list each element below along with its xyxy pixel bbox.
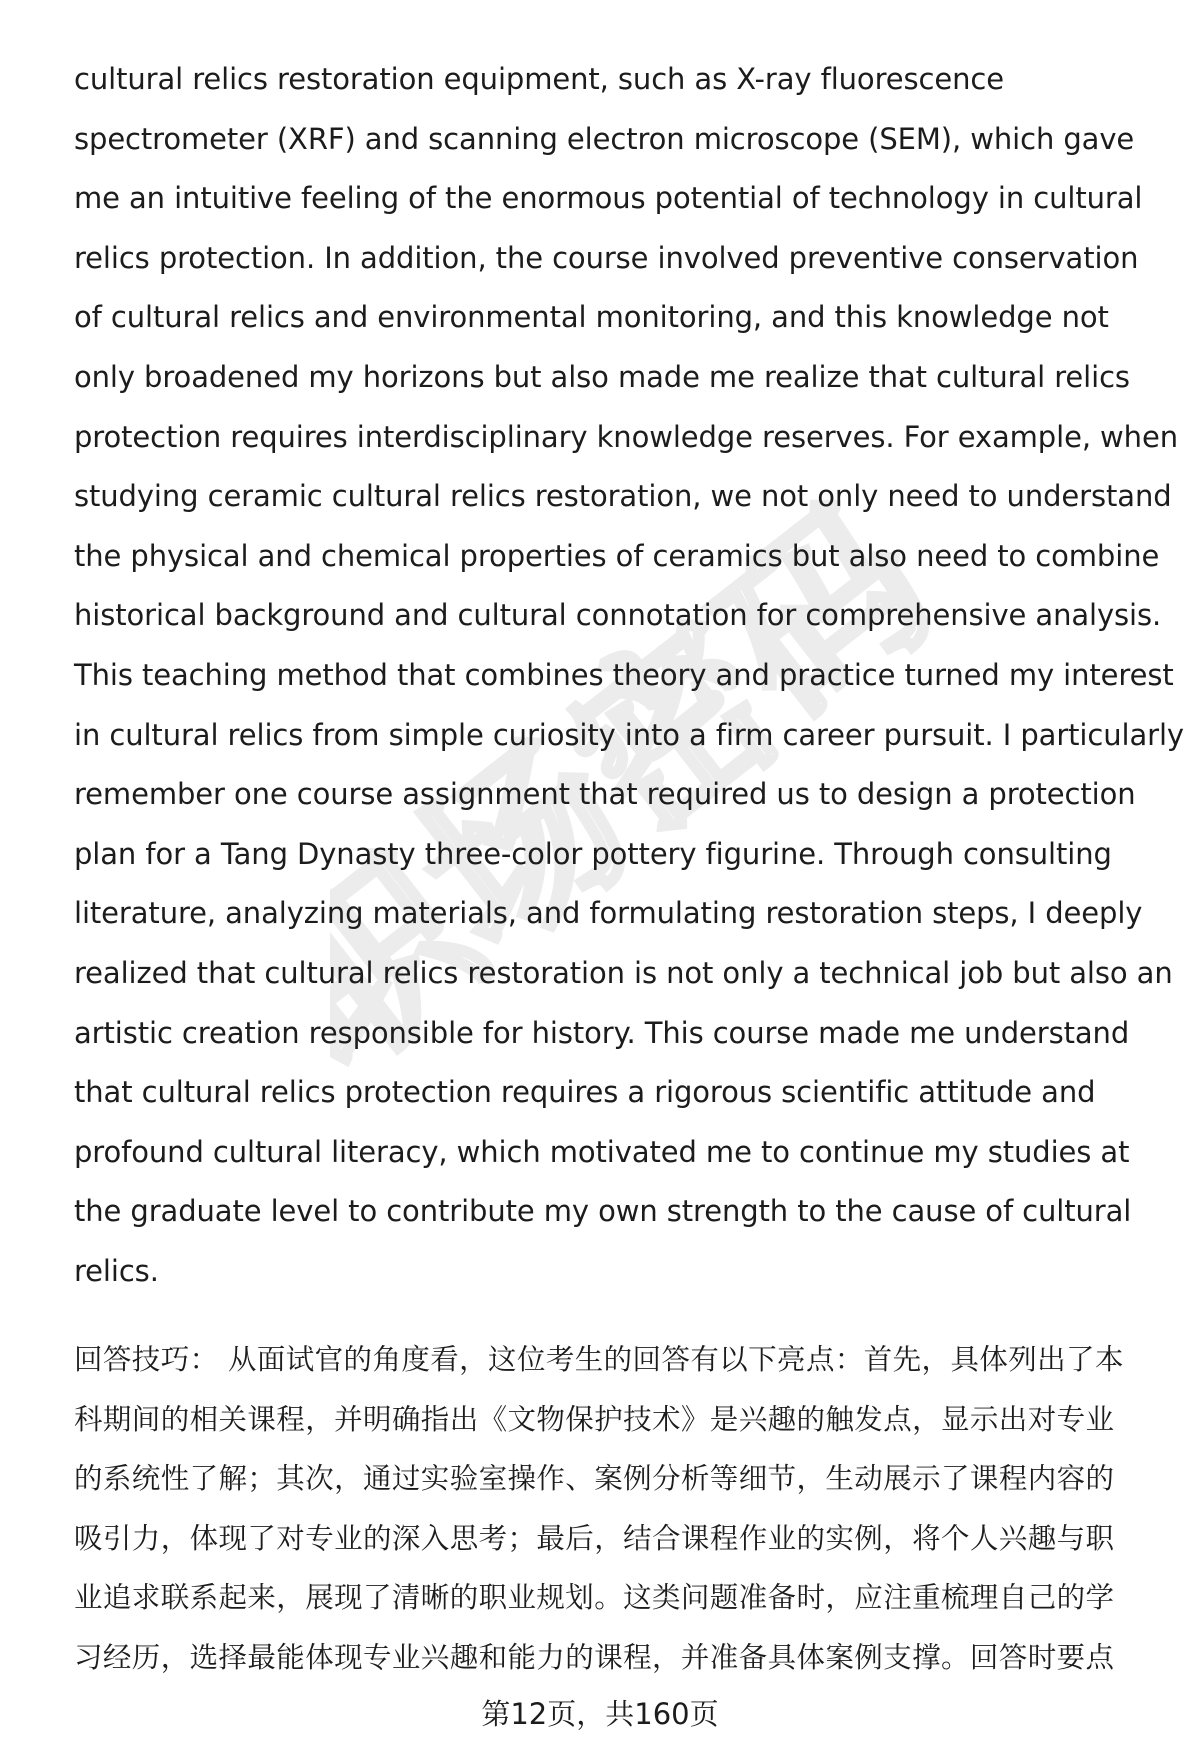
- passage-line: cultural relics restoration equipment, such as X-ray fluorescence: [74, 62, 1004, 96]
- passage-line: profound cultural literacy, which motivated me to continue my studies at: [74, 1134, 1130, 1169]
- page-number: 第12页，共160页: [481, 1697, 719, 1731]
- passage-line: the physical and chemical properties of ceramics but also need to combine: [74, 538, 1160, 573]
- passage-line: relics protection. In addition, the course involved preventive conservation: [74, 240, 1139, 275]
- passage-line: the graduate level to contribute my own strength to the cause of cultural: [74, 1194, 1132, 1229]
- answer-tips: [74, 1330, 1164, 1688]
- tips-line: 回答技巧： 从面试官的角度看，这位考生的回答有以下亮点：首先，具体列出了本: [74, 1343, 1124, 1376]
- tips-line: 业追求联系起来，展现了清晰的职业规划。这类问题准备时，应注重梳理自己的学: [74, 1581, 1115, 1615]
- passage-line: plan for a Tang Dynasty three-color pottery figurine. Through consulting: [74, 836, 1112, 871]
- passage-line: spectrometer (XRF) and scanning electron microscope (SEM), which gave: [74, 121, 1135, 156]
- tips-line: 科期间的相关课程，并明确指出《文物保护技术》是兴趣的触发点，显示出对专业: [74, 1402, 1115, 1436]
- passage-line: relics.: [74, 1253, 159, 1288]
- passage-line: only broadened my horizons but also made me realize that cultural relics: [74, 359, 1130, 394]
- passage-line: in cultural relics from simple curiosity into a firm career pursuit. I particularly: [74, 717, 1184, 752]
- answer-passage: [74, 50, 1184, 1301]
- passage-line: realized that cultural relics restoration is not only a technical job but also an: [74, 955, 1173, 990]
- passage-line: that cultural relics protection requires a rigorous scientific attitude and: [74, 1075, 1096, 1110]
- tips-line: 的系统性了解；其次，通过实验室操作、案例分析等细节，生动展示了课程内容的: [74, 1462, 1115, 1496]
- passage-line: studying ceramic cultural relics restoration, we not only need to understand: [74, 479, 1172, 514]
- passage-line: of cultural relics and environmental monitoring, and this knowledge not: [74, 300, 1109, 335]
- passage-line: literature, analyzing materials, and formulating restoration steps, I deeply: [74, 896, 1143, 931]
- passage-line: artistic creation responsible for history. This course made me understand: [74, 1015, 1130, 1050]
- passage-line: me an intuitive feeling of the enormous potential of technology in cultural: [74, 181, 1143, 216]
- passage-line: remember one course assignment that required us to design a protection: [74, 777, 1136, 812]
- tips-line: 习经历，选择最能体现专业兴趣和能力的课程，并准备具体案例支撑。回答时要点: [74, 1640, 1115, 1674]
- passage-line: This teaching method that combines theory and practice turned my interest: [74, 657, 1174, 692]
- passage-line: protection requires interdisciplinary knowledge reserves. For example, when: [74, 419, 1178, 454]
- watermark-text: 职场密码: [330, 467, 950, 1110]
- passage-line: historical background and cultural connotation for comprehensive analysis.: [74, 598, 1162, 633]
- tips-line: 吸引力，体现了对专业的深入思考；最后，结合课程作业的实例，将个人兴趣与职: [74, 1521, 1115, 1555]
